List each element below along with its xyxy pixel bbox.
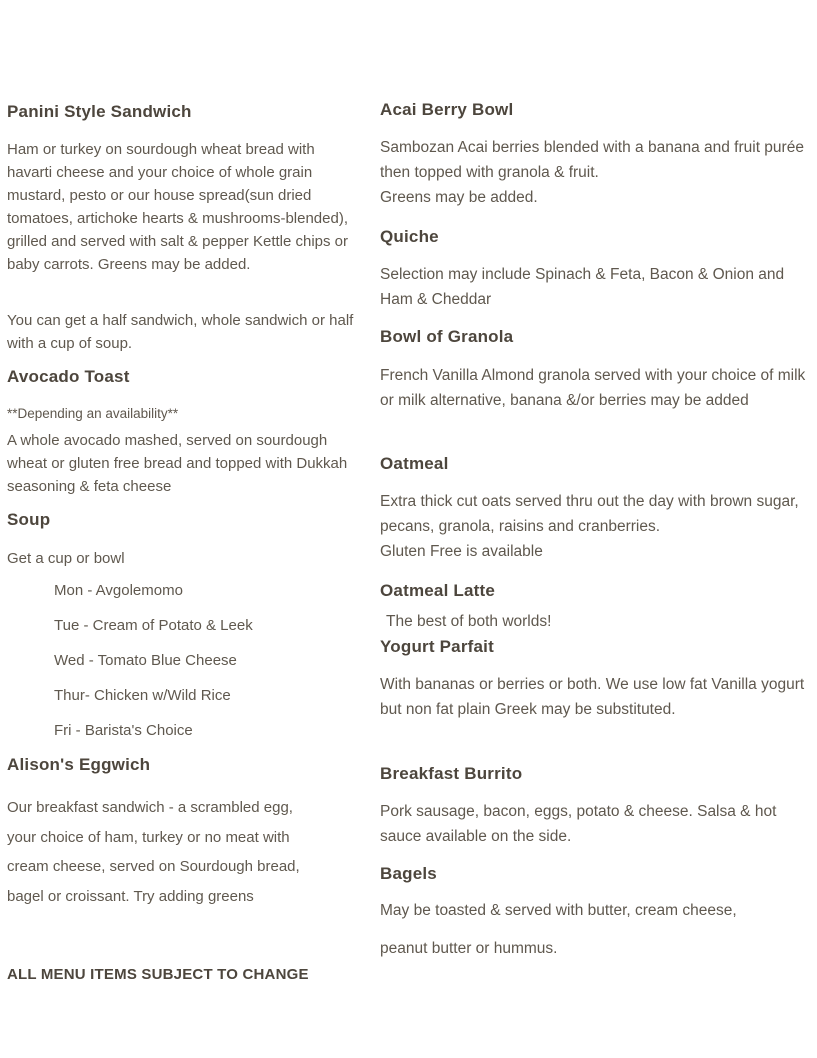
- menu-item-bagels-desc-block: [380, 902, 812, 962]
- menu-item-burrito-desc-block: [380, 799, 812, 849]
- menu-item-bagels: [380, 864, 812, 884]
- menu-item-description: Get a cup or bowl: [7, 550, 125, 567]
- menu-item-title: Acai Berry Bowl: [380, 100, 514, 119]
- menu-item-title: Panini Style Sandwich: [7, 102, 192, 121]
- menu-item-parfait-desc-block: [380, 672, 812, 722]
- menu-item-description: Ham or turkey on sourdough wheat bread with havarti cheese and your choice of whole grain mustard, pesto or our house spread(sun dried tomatoes, artichoke hearts & mushrooms-blended), grilled and served with salt & pepper Kettle chips or baby carrots. Greens may be added.: [7, 141, 349, 273]
- menu-item-soup-intro-block: [7, 547, 359, 570]
- menu-item-description: Sambozan Acai berries blended with a banana and fruit purée then topped with granola & fruit.: [380, 139, 804, 181]
- menu-item-title: Quiche: [380, 227, 439, 246]
- menu-item-avocado: [7, 367, 359, 387]
- menu-item-panini-desc-block: [7, 138, 359, 276]
- soup-day-item: Mon - Avgolemomo: [54, 582, 183, 599]
- menu-item-description-line: peanut butter or hummus.: [380, 940, 558, 957]
- menu-item-title: Breakfast Burrito: [380, 764, 523, 783]
- menu-item-acai-desc-block: [380, 135, 812, 210]
- menu-item-oatmeal-latte: [380, 581, 812, 601]
- menu-item-description: Pork sausage, bacon, eggs, potato & cheese. Salsa & hot sauce available on the side.: [380, 803, 777, 845]
- menu-item-eggwich: [7, 755, 359, 775]
- soup-day-item: Fri - Barista's Choice: [54, 722, 193, 739]
- menu-item-oatmeal-latte-desc-block: [386, 609, 817, 634]
- menu-item-granola: [380, 327, 812, 347]
- menu-item-acai: [380, 100, 812, 120]
- menu-item-oatmeal: [380, 454, 812, 474]
- soup-day-item: Thur- Chicken w/Wild Rice: [54, 687, 231, 704]
- menu-item-panini: [7, 102, 359, 122]
- menu-item-description-line: May be toasted & served with butter, cream cheese,: [380, 902, 737, 919]
- menu-item-note: Greens may be added.: [380, 189, 538, 206]
- menu-item-description-line: cream cheese, served on Sourdough bread,: [7, 858, 300, 875]
- menu-item-burrito: [380, 764, 812, 784]
- menu-item-avocado-desc-block: [7, 429, 359, 498]
- menu-item-soup: [7, 510, 359, 530]
- menu-item-title: Avocado Toast: [7, 367, 130, 386]
- menu-item-oatmeal-desc-block: [380, 489, 812, 564]
- menu-item-parfait: [380, 637, 812, 657]
- menu-item-title: Oatmeal Latte: [380, 581, 496, 600]
- menu-item-title: Bowl of Granola: [380, 327, 514, 346]
- menu-item-quiche: [380, 227, 812, 247]
- menu-item-quiche-desc-block: [380, 262, 812, 312]
- menu-item-note: Gluten Free is available: [380, 543, 543, 560]
- menu-disclaimer: ALL MENU ITEMS SUBJECT TO CHANGE: [7, 966, 309, 983]
- menu-item-title: Oatmeal: [380, 454, 449, 473]
- menu-item-avocado-note-block: [7, 403, 359, 425]
- menu-item-granola-desc-block: [380, 363, 812, 413]
- menu-item-title: Bagels: [380, 864, 437, 883]
- soup-day-item: Tue - Cream of Potato & Leek: [54, 617, 253, 634]
- menu-item-description-line: Our breakfast sandwich - a scrambled egg,: [7, 799, 293, 816]
- availability-note: **Depending an availability**: [7, 406, 179, 421]
- menu-item-description-line: your choice of ham, turkey or no meat with: [7, 828, 290, 846]
- menu-item-description: French Vanilla Almond granola served with your choice of milk or milk alternative, banana &/or berries may be added: [380, 367, 806, 409]
- menu-item-description: A whole avocado mashed, served on sourdough wheat or gluten free bread and topped with Dukkah seasoning & feta cheese: [7, 432, 348, 495]
- menu-item-panini-half-block: [7, 309, 359, 355]
- menu-item-description: With bananas or berries or both. We use low fat Vanilla yogurt but non fat plain Greek may be substituted.: [380, 676, 805, 718]
- soup-day-item: Wed - Tomato Blue Cheese: [54, 652, 237, 669]
- menu-item-description: The best of both worlds!: [386, 613, 552, 630]
- menu-item-title: Alison's Eggwich: [7, 755, 151, 774]
- menu-item-title: Soup: [7, 510, 51, 529]
- menu-item-eggwich-desc-block: [7, 793, 359, 911]
- menu-item-note: You can get a half sandwich, whole sandwich or half with a cup of soup.: [7, 312, 354, 352]
- soup-day-list: [7, 582, 359, 747]
- menu-item-description-line: bagel or croissant. Try adding greens: [7, 887, 254, 905]
- menu-item-description: Selection may include Spinach & Feta, Bacon & Onion and Ham & Cheddar: [380, 266, 785, 308]
- menu-item-title: Yogurt Parfait: [380, 637, 494, 656]
- menu-item-description: Extra thick cut oats served thru out the day with brown sugar, pecans, granola, raisins and cranberries.: [380, 493, 799, 535]
